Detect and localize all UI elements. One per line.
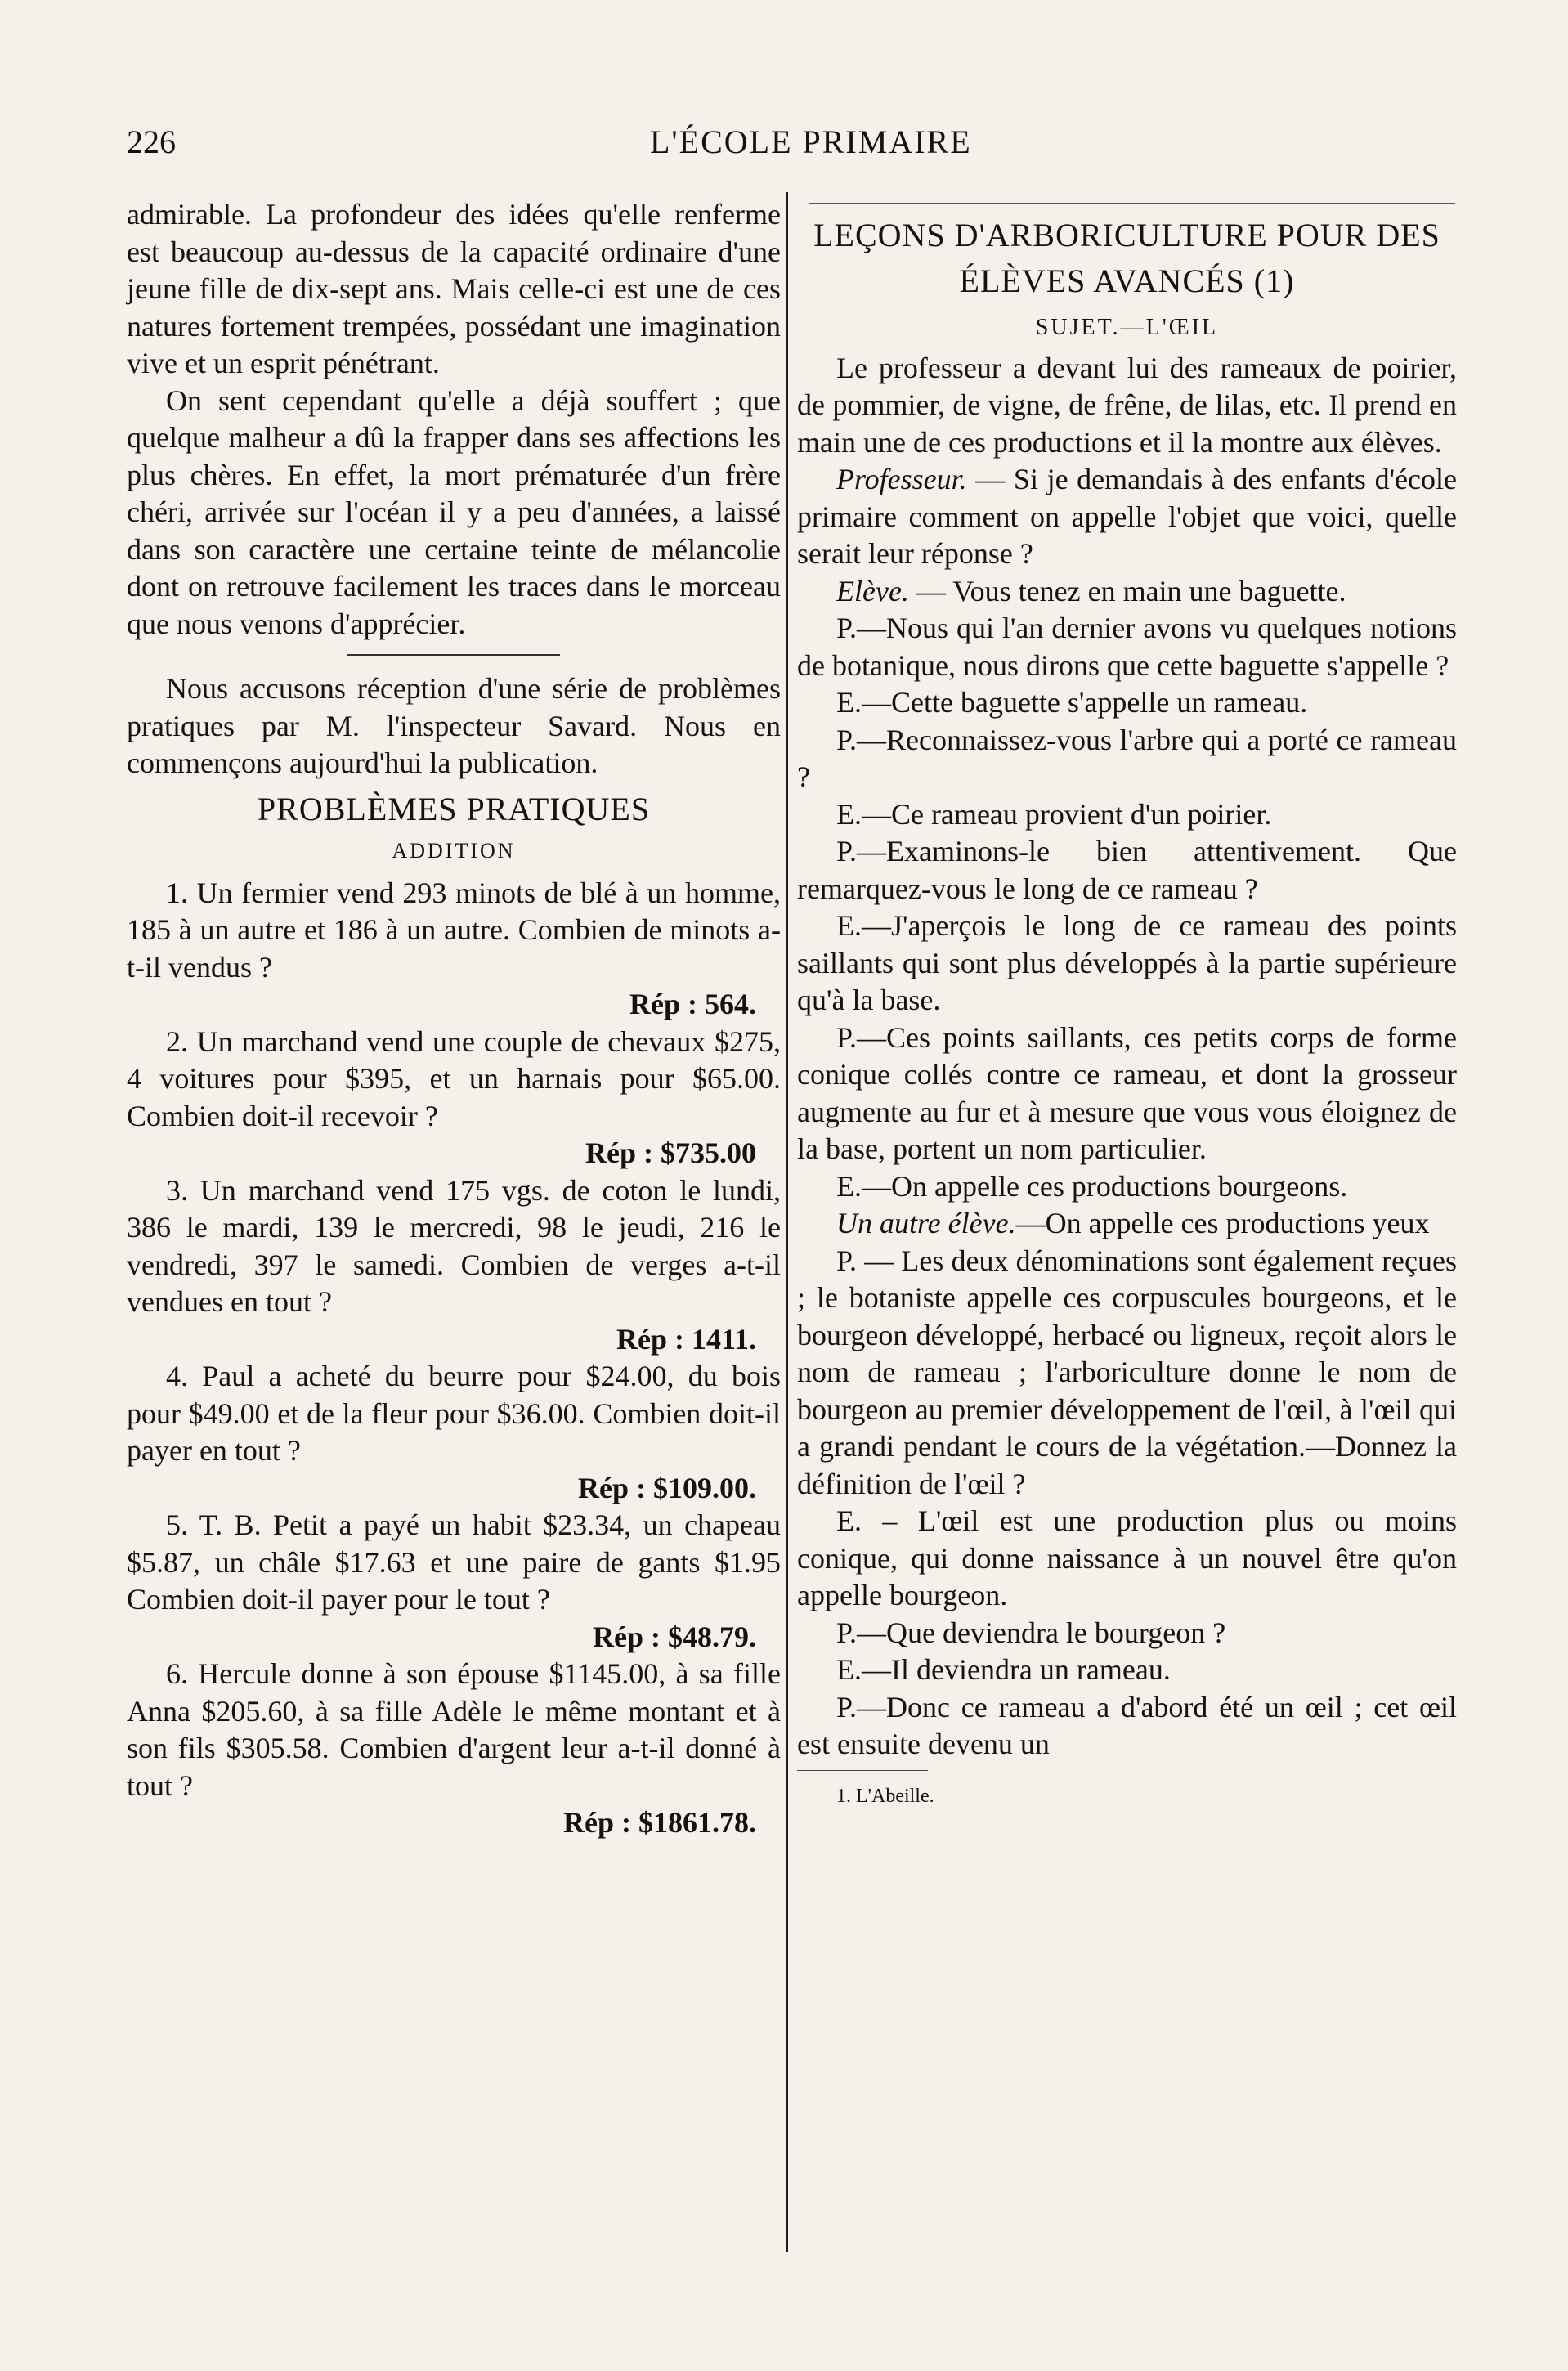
dialogue-line: E.—Ce rameau provient d'un poirier. [836, 797, 1272, 831]
section-subheading: ADDITION [392, 839, 516, 863]
paragraph: admirable. La profondeur des idées qu'elle renferme est beaucoup au-dessus de la capacité ordinaire d'une jeune fille de dix-sept ans. Mais celle-ci est une de ces natures fortement trempées, possédant une imagination vive et un esprit pénétrant. [127, 198, 781, 379]
running-title: L'ÉCOLE PRIMAIRE [650, 123, 972, 160]
speaker: Professeur. [836, 463, 967, 495]
dialogue-line: E.—Il deviendra un rameau. [836, 1653, 1171, 1686]
problem: 2. Un marchand vend une couple de chevaux $275, 4 voitures pour $395, et un harnais pour $65.00. Combien doit-il recevoir ? [127, 1024, 781, 1132]
page-header [127, 123, 1459, 172]
speaker: Un autre élève. [836, 1207, 1016, 1239]
right-column [797, 196, 1457, 1809]
problem-answer: Rép : 1411. [616, 1322, 756, 1356]
separator-rule [347, 654, 560, 656]
section-heading: PROBLÈMES PRATIQUES [257, 790, 651, 827]
footnote: 1. L'Abeille. [836, 1785, 934, 1807]
footnote-rule [797, 1770, 928, 1771]
problem: 5. T. B. Petit a payé un habit $23.34, un chapeau $5.87, un châle $17.63 et une paire de gants $1.95 Combien doit-il payer pour le tout ? [127, 1508, 781, 1616]
dialogue-line: P.—Examinons-le bien attentivement. Que remarquez-vous le long de ce rameau ? [797, 835, 1457, 905]
problem-answer: Rép : $109.00. [578, 1471, 756, 1504]
problem-answer: Rép : $735.00 [585, 1136, 756, 1169]
dialogue-line: P.—Nous qui l'an dernier avons vu quelques notions de botanique, nous dirons que cette baguette s'appelle ? [797, 612, 1457, 682]
problem: 3. Un marchand vend 175 vgs. de coton le lundi, 386 le mardi, 139 le mercredi, 98 le jeudi, 216 le vendredi, 397 le samedi. Combien de verges a-t-il vendues en tout ? [127, 1173, 781, 1318]
paragraph: Le professeur a devant lui des rameaux de poirier, de pommier, de vigne, de frêne, de lilas, etc. Il prend en main une de ces productions et il la montre aux élèves. [797, 351, 1457, 459]
column-divider [786, 192, 788, 2252]
article-heading: LEÇONS D'ARBORICULTURE POUR DES ÉLÈVES AVANCÉS (1) [813, 217, 1440, 299]
problem-answer: Rép : 564. [629, 988, 756, 1020]
dialogue-line: P.—Ces points saillants, ces petits corps de forme conique collés contre ce rameau, et dont la grosseur augmente au fur et à mesure que vous vous éloignez de la base, portent un nom particulier. [797, 1020, 1457, 1165]
problem: 4. Paul a acheté du beurre pour $24.00, du bois pour $49.00 et de la fleur pour $36.00. Combien doit-il payer en tout ? [127, 1360, 781, 1467]
dialogue-line: Un autre élève.—On appelle ces productions yeux [836, 1207, 1430, 1239]
article-subject: SUJET.—L'ŒIL [1035, 315, 1219, 340]
dialogue-line: P. — Les deux dénominations sont également reçues ; le botaniste appelle ces corpuscules bourgeons, et le bourgeon développé, herbacé ou ligneux, reçoit alors le nom de rameau ; l'arboriculture donne le nom de bourgeon au premier développement de l'œil, à l'œil qui a grandi pendant le cours de la végétation.—Donnez la définition de l'œil ? [797, 1244, 1457, 1500]
dialogue-line: E. – L'œil est une production plus ou moins conique, qui donne naissance à un nouvel être qu'on appelle bourgeon. [797, 1504, 1457, 1611]
paragraph: Nous accusons réception d'une série de problèmes pratiques par M. l'inspecteur Savard. Nous en commençons aujourd'hui la publication. [127, 672, 781, 779]
page-number: 226 [127, 123, 176, 160]
dialogue-line: Professeur. — Si je demandais à des enfants d'école primaire comment on appelle l'objet que voici, quelle serait leur réponse ? [797, 463, 1457, 570]
dialogue-line: E.—On appelle ces productions bourgeons. [836, 1169, 1348, 1203]
dialogue-line: P.—Que deviendra le bourgeon ? [836, 1616, 1226, 1649]
dialogue-line: P.—Reconnaissez-vous l'arbre qui a porté ce rameau ? [797, 723, 1457, 793]
dialogue-line: E.—Cette baguette s'appelle un rameau. [836, 686, 1308, 719]
problem: 6. Hercule donne à son épouse $1145.00, à sa fille Anna $205.60, à sa fille Adèle le même montant et à son fils $305.58. Combien d'argent leur a-t-il donné à tout ? [127, 1657, 781, 1802]
problem-answer: Rép : $48.79. [593, 1620, 756, 1653]
problem: 1. Un fermier vend 293 minots de blé à un homme, 185 à un autre et 186 à un autre. Combien de minots a-t-il vendus ? [127, 876, 781, 984]
dialogue-line: Elève. — Vous tenez en main une baguette. [836, 574, 1346, 607]
problem-answer: Rép : $1861.78. [563, 1806, 756, 1839]
dialogue-line: E.—J'aperçois le long de ce rameau des points saillants qui sont plus développés à la partie supérieure qu'à la base. [797, 909, 1457, 1016]
left-column [127, 196, 781, 1842]
speaker: Elève. [836, 574, 909, 607]
paragraph: On sent cependant qu'elle a déjà souffert ; que quelque malheur a dû la frapper dans ses affections les plus chères. En effet, la mort prématurée d'un frère chéri, arrivée sur l'océan il y a peu d'années, a laissé dans son caractère une certaine teinte de mélancolie dont on retrouve facilement les traces dans le morceau que nous venons d'apprécier. [127, 383, 781, 640]
dialogue-line: P.—Donc ce rameau a d'abord été un œil ; cet œil est ensuite devenu un [797, 1690, 1457, 1760]
